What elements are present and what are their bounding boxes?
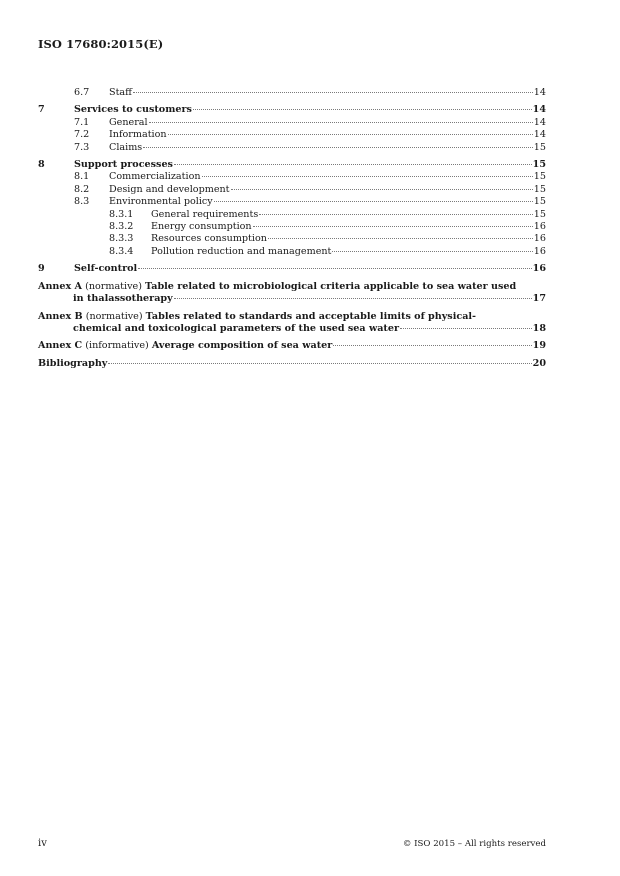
toc-entry-number: 8.1 <box>74 171 90 183</box>
toc-entry-page: 15 <box>533 171 546 183</box>
toc-section-page: 14 <box>532 104 546 116</box>
toc-section-self-control[interactable] <box>38 263 546 275</box>
toc-entry-staff[interactable] <box>38 87 546 99</box>
toc-entry-general[interactable] <box>38 117 546 129</box>
toc-section-number: 7 <box>38 104 45 116</box>
annex-type: (informative) <box>85 340 149 352</box>
annex-type: (normative) <box>85 310 143 322</box>
annex-page: 17 <box>532 293 546 305</box>
toc-entry-design-and-development[interactable] <box>38 184 546 196</box>
bibliography-page: 20 <box>532 357 546 369</box>
dot-leader <box>193 109 532 110</box>
toc-section-page: 15 <box>532 159 546 171</box>
toc-annex-a[interactable] <box>38 281 546 306</box>
dot-leader <box>138 268 531 269</box>
toc-entry-title: Information <box>109 129 167 141</box>
dot-leader <box>149 122 533 123</box>
toc-section-number: 9 <box>38 263 45 275</box>
toc-entry-number: 8.3.3 <box>109 233 134 245</box>
toc-section-title: Self-control <box>74 263 138 275</box>
annex-label: Annex A <box>38 280 83 292</box>
toc-entry-title: Resources consumption <box>151 233 267 245</box>
dot-leader <box>168 134 533 135</box>
toc-entry-number: 8.3.2 <box>109 221 134 233</box>
toc-entry-page: 15 <box>533 196 546 208</box>
dot-leader <box>174 164 532 165</box>
toc-entry-page: 15 <box>533 208 546 220</box>
toc-subentry-general-requirements[interactable] <box>38 209 546 221</box>
copyright-notice: © ISO 2015 – All rights reserved <box>402 839 546 849</box>
table-of-contents <box>38 87 546 370</box>
toc-entry-environmental-policy[interactable] <box>38 196 546 208</box>
toc-entry-number: 6.7 <box>74 87 90 98</box>
annex-title-line-2: in thalassotherapy <box>73 293 173 305</box>
toc-entry-title: General <box>109 116 148 128</box>
dot-leader <box>253 226 533 227</box>
toc-entry-number: 8.3 <box>74 196 90 208</box>
dot-leader <box>332 251 532 252</box>
toc-entry-page: 16 <box>533 233 546 245</box>
toc-entry-number: 8.2 <box>74 183 90 195</box>
toc-entry-commercialization[interactable] <box>38 171 546 183</box>
toc-entry-number: 8.3.4 <box>109 245 134 257</box>
dot-leader <box>108 363 531 364</box>
toc-entry-page: 16 <box>533 245 546 257</box>
toc-entry-title: Commercialization <box>109 171 201 183</box>
toc-entry-page: 14 <box>533 116 546 128</box>
toc-section-support-processes[interactable] <box>38 159 546 171</box>
toc-entry-title: Design and development <box>109 183 230 195</box>
toc-subentry-energy-consumption[interactable] <box>38 221 546 233</box>
toc-entry-claims[interactable] <box>38 142 546 154</box>
dot-leader <box>231 189 533 190</box>
toc-entry-number: 8.3.1 <box>109 208 134 220</box>
dot-leader <box>133 92 533 93</box>
toc-entry-title: Energy consumption <box>151 221 252 233</box>
toc-section-page: 16 <box>532 263 546 275</box>
annex-a-line-2 <box>38 293 546 305</box>
annex-page: 19 <box>532 340 546 352</box>
toc-entry-title: Claims <box>109 141 143 153</box>
toc-section-title: Support processes <box>74 159 173 171</box>
document-id: ISO 17680:2015(E) <box>38 37 164 51</box>
toc-entry-page: 16 <box>533 221 546 233</box>
toc-annex-c[interactable] <box>38 340 546 352</box>
annex-b-line-1 <box>38 311 546 323</box>
toc-entry-title: General requirements <box>151 208 259 220</box>
toc-entry-number: 7.1 <box>74 116 90 128</box>
annex-title: Average composition of sea water <box>151 340 333 352</box>
toc-subentry-pollution-reduction[interactable] <box>38 246 546 258</box>
dot-leader <box>333 345 531 346</box>
dot-leader <box>268 238 533 239</box>
toc-entry-page: 15 <box>533 183 546 195</box>
toc-entry-number: 7.2 <box>74 129 90 141</box>
annex-title-line-2: chemical and toxicological parameters of the used sea water <box>73 322 400 334</box>
dot-leader <box>202 176 533 177</box>
annex-page: 18 <box>532 322 546 334</box>
toc-annex-b[interactable] <box>38 311 546 336</box>
annex-title-line-1: Table related to microbiological criteria applicable to sea water used <box>145 280 517 292</box>
toc-bibliography[interactable] <box>38 358 546 370</box>
toc-section-number: 8 <box>38 159 45 171</box>
annex-title-line-1: Tables related to standards and acceptable limits of physical- <box>145 310 477 322</box>
annex-type: (normative) <box>85 280 142 292</box>
toc-subentry-resources-consumption[interactable] <box>38 233 546 245</box>
toc-section-title: Services to customers <box>74 104 192 116</box>
toc-entry-number: 7.3 <box>74 141 90 153</box>
dot-leader <box>400 328 532 329</box>
dot-leader <box>214 201 533 202</box>
toc-entry-page: 14 <box>533 129 546 141</box>
toc-entry-page: 15 <box>533 141 546 153</box>
annex-b-line-2 <box>38 323 546 335</box>
annex-label: Annex C <box>38 340 83 352</box>
toc-entry-title: Staff <box>109 87 132 98</box>
dot-leader <box>174 298 532 299</box>
toc-section-services-to-customers[interactable] <box>38 104 546 116</box>
dot-leader <box>259 214 533 215</box>
annex-a-line-1 <box>38 281 546 293</box>
page-number: iv <box>38 838 47 849</box>
annex-label: Annex B <box>38 310 83 322</box>
toc-entry-title: Pollution reduction and management <box>151 245 332 257</box>
toc-entry-page: 14 <box>533 87 546 98</box>
dot-leader <box>143 147 533 148</box>
toc-entry-information[interactable] <box>38 129 546 141</box>
bibliography-title: Bibliography <box>38 357 108 369</box>
toc-entry-title: Environmental policy <box>109 196 213 208</box>
